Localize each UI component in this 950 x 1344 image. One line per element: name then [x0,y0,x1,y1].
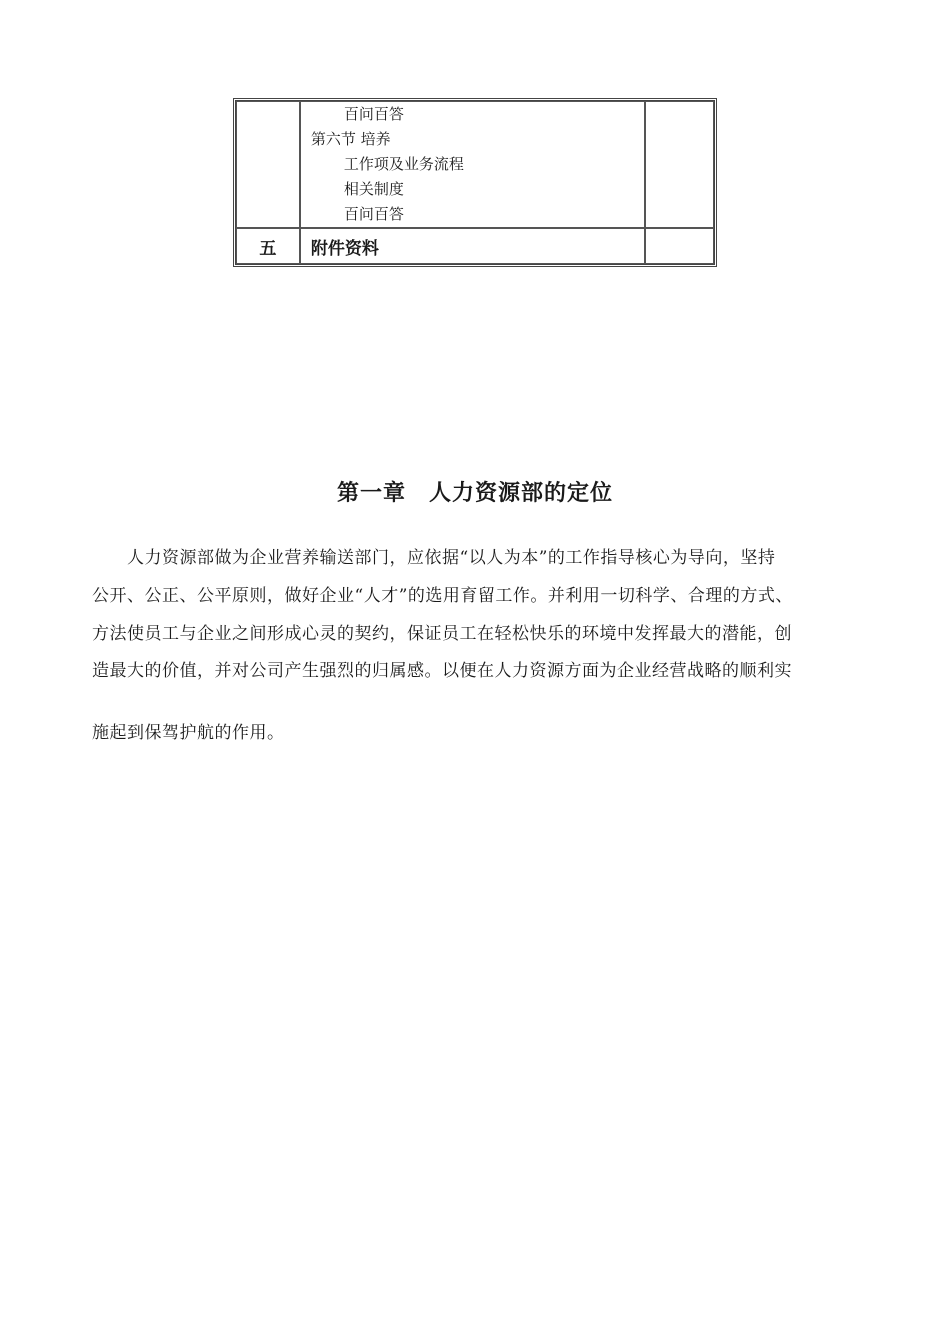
toc-entry: 工作项及业务流程 [343,155,464,173]
toc-row-appendix [236,228,714,264]
toc-entry: 百问百答 [343,205,404,223]
toc-entry: 相关制度 [343,180,404,198]
toc-page-cell-empty [645,228,714,264]
paragraph-line: 方法使员工与企业之间形成心灵的契约，保证员工在轻松快乐的环境中发挥最大的潜能，创 [92,624,792,644]
paragraph-line: 公开、公正、公平原则，做好企业“人才”的选用育留工作。并利用一切科学、合理的方式、 [92,586,793,606]
chapter-title: 第一章 人力资源部的定位 [336,481,613,506]
toc-number-cell [236,228,300,264]
toc-entry-section-heading: 第六节 培养 [310,130,391,148]
toc-section-list [300,101,645,228]
paragraph-line: 施起到保驾护航的作用。 [92,723,285,743]
toc-table [233,98,717,267]
toc-title-cell [300,228,645,264]
paragraph-line: 人力资源部做为企业营养输送部门，应依据“以人为本”的工作指导核心为导向，坚持 [92,548,776,568]
toc-chapter-number: 五 [259,238,277,259]
paragraph-line: 造最大的价值，并对公司产生强烈的归属感。以便在人力资源方面为企业经营战略的顺利实 [92,661,792,681]
toc-number-cell-empty [236,101,300,228]
toc-row-sections [236,101,714,228]
toc-entry: 百问百答 [343,105,404,123]
toc-chapter-title: 附件资料 [310,238,379,259]
toc-page-cell-empty [645,101,714,228]
